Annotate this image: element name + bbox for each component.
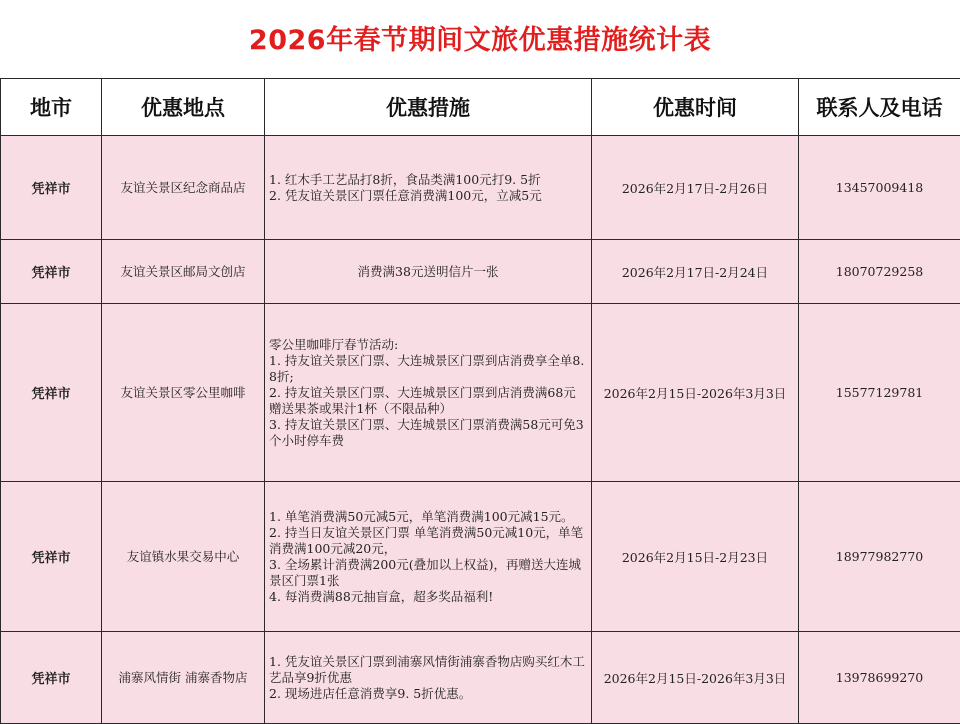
cell-time: 2026年2月15日-2026年3月3日 — [592, 632, 799, 724]
table-row — [1, 632, 960, 724]
measure-line: 零公里咖啡厅春节活动: — [269, 337, 587, 353]
cell-time: 2026年2月15日-2026年3月3日 — [592, 304, 799, 482]
cell-place: 友谊关景区零公里咖啡 — [102, 304, 265, 482]
cell-contact: 13457009418 — [799, 136, 960, 240]
cell-contact: 15577129781 — [799, 304, 960, 482]
measure-line: 2. 持友谊关景区门票、大连城景区门票到店消费满68元赠送果茶或果汁1杯（不限品种） — [269, 385, 587, 417]
cell-city: 凭祥市 — [1, 304, 102, 482]
measure-line: 3. 全场累计消费满200元(叠加以上权益)，再赠送大连城景区门票1张 — [269, 557, 587, 589]
header-contact: 联系人及电话 — [799, 79, 960, 136]
cell-measures — [265, 240, 592, 304]
cell-measures — [265, 304, 592, 482]
measure-line: 3. 持友谊关景区门票、大连城景区门票消费满58元可免3个小时停车费 — [269, 417, 587, 449]
cell-contact: 13978699270 — [799, 632, 960, 724]
discount-table — [0, 78, 960, 724]
cell-time: 2026年2月17日-2月24日 — [592, 240, 799, 304]
measure-line: 消费满38元送明信片一张 — [269, 264, 587, 280]
measure-line: 1. 单笔消费满50元减5元，单笔消费满100元减15元。 — [269, 509, 587, 525]
measure-line: 4. 每消费满88元抽盲盒，超多奖品福利! — [269, 589, 587, 605]
cell-place: 友谊关景区纪念商品店 — [102, 136, 265, 240]
table-row — [1, 304, 960, 482]
cell-city: 凭祥市 — [1, 240, 102, 304]
table-header-row — [1, 79, 960, 136]
cell-city: 凭祥市 — [1, 136, 102, 240]
cell-measures — [265, 632, 592, 724]
cell-measures — [265, 136, 592, 240]
header-measures: 优惠措施 — [265, 79, 592, 136]
measure-line: 2. 凭友谊关景区门票任意消费满100元，立减5元 — [269, 188, 587, 204]
page-title: 2026年春节期间文旅优惠措施统计表 — [0, 0, 960, 78]
measure-line: 2. 现场进店任意消费享9. 5折优惠。 — [269, 686, 587, 702]
header-time: 优惠时间 — [592, 79, 799, 136]
cell-place: 友谊镇水果交易中心 — [102, 482, 265, 632]
table-row — [1, 136, 960, 240]
measure-line: 1. 红木手工艺品打8折，食品类满100元打9. 5折 — [269, 172, 587, 188]
table-row — [1, 240, 960, 304]
measure-line: 1. 持友谊关景区门票、大连城景区门票到店消费享全单8. 8折; — [269, 353, 587, 385]
measure-line: 1. 凭友谊关景区门票到浦寨风情街浦寨香物店购买红木工艺品享9折优惠 — [269, 654, 587, 686]
cell-place: 友谊关景区邮局文创店 — [102, 240, 265, 304]
cell-time: 2026年2月15日-2月23日 — [592, 482, 799, 632]
cell-time: 2026年2月17日-2月26日 — [592, 136, 799, 240]
header-place: 优惠地点 — [102, 79, 265, 136]
measure-line: 2. 持当日友谊关景区门票 单笔消费满50元减10元，单笔消费满100元减20元， — [269, 525, 587, 557]
table-row — [1, 482, 960, 632]
cell-place: 浦寨风情街 浦寨香物店 — [102, 632, 265, 724]
cell-contact: 18070729258 — [799, 240, 960, 304]
cell-contact: 18977982770 — [799, 482, 960, 632]
cell-city: 凭祥市 — [1, 632, 102, 724]
header-city: 地市 — [1, 79, 102, 136]
cell-measures — [265, 482, 592, 632]
cell-city: 凭祥市 — [1, 482, 102, 632]
